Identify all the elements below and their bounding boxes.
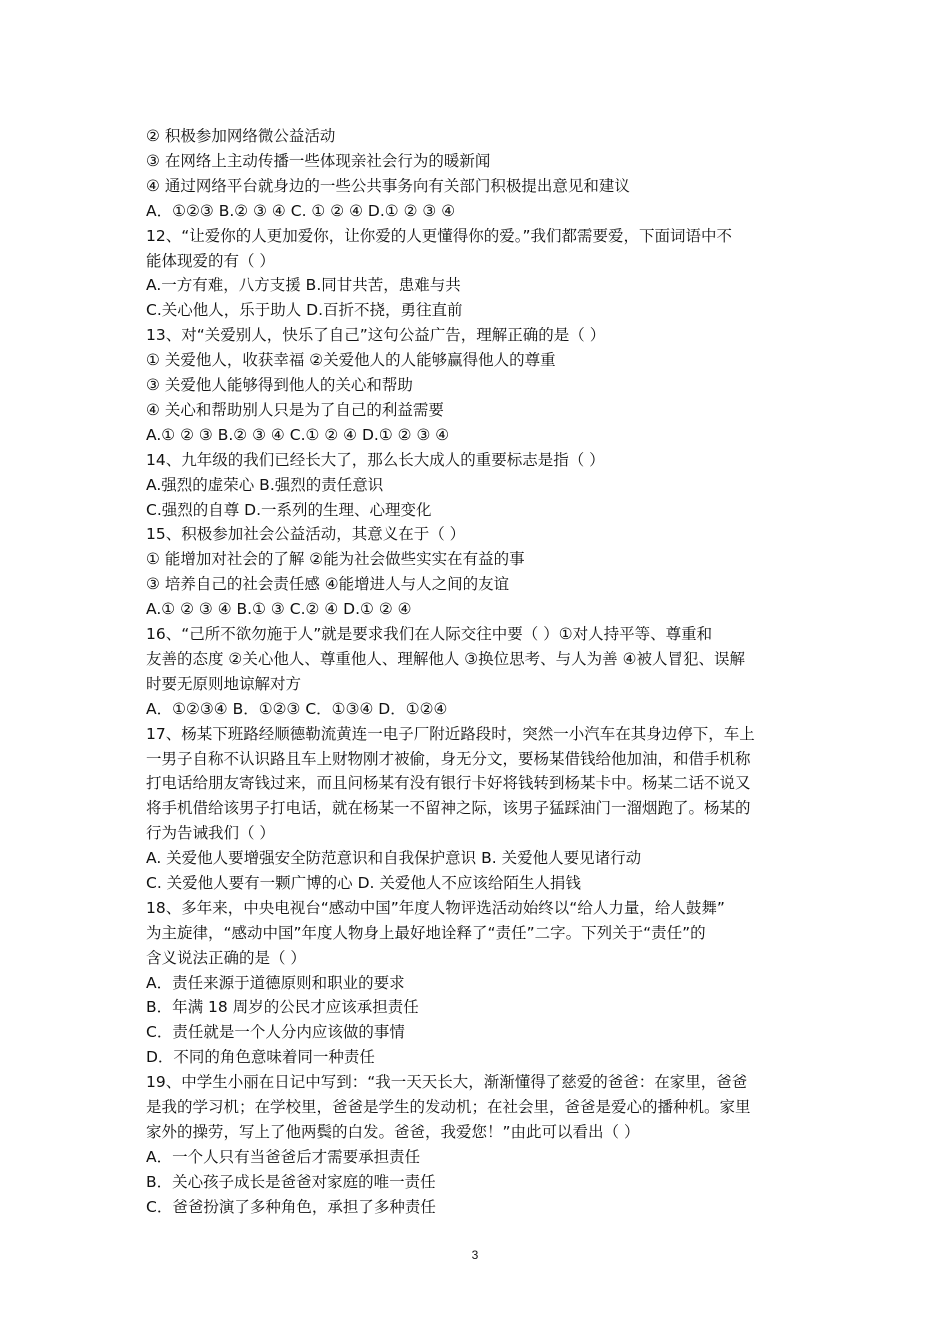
text-line: 家外的操劳，写上了他两鬓的白发。爸爸，我爱您！”由此可以看出（ ）: [146, 1123, 640, 1141]
text-line: A．一个人只有当爸爸后才需要承担责任: [146, 1148, 421, 1166]
text-line: C.强烈的自尊 D.一系列的生理、心理变化: [146, 501, 432, 519]
text-line: A．①②③ B.② ③ ④ C. ① ② ④ D.① ② ③ ④: [146, 202, 456, 220]
text-line: C.关心他人，乐于助人 D.百折不挠，勇往直前: [146, 301, 463, 319]
text-line: C. 关爱他人要有一颗广博的心 D. 关爱他人不应该给陌生人捐钱: [146, 874, 581, 892]
text-line: 将手机借给该男子打电话，就在杨某一不留神之际，该男子猛踩油门一溜烟跑了。杨某的: [146, 799, 751, 817]
question-17-text: 17、杨某下班路经顺德勒流黄连一电子厂附近路段时，突然一小汽车在其身边停下，车上: [146, 725, 755, 743]
text-line: C．爸爸扮演了多种角色，承担了多种责任: [146, 1198, 436, 1216]
text-line: ① 关爱他人，收获幸福 ②关爱他人的人能够赢得他人的尊重: [146, 351, 556, 369]
text-line: A．①②③④ B．①②③ C．①③④ D．①②④: [146, 700, 448, 718]
text-line: B．关心孩子成长是爸爸对家庭的唯一责任: [146, 1173, 436, 1191]
text-line: D．不同的角色意味着同一种责任: [146, 1048, 375, 1066]
text-line: 时要无原则地谅解对方: [146, 675, 302, 693]
text-line: 友善的态度 ②关心他人、尊重他人、理解他人 ③换位思考、与人为善 ④被人冒犯、误解: [146, 650, 745, 668]
text-line: 是我的学习机；在学校里，爸爸是学生的发动机；在社会里，爸爸是爱心的播种机。家里: [146, 1098, 751, 1116]
question-18-text: 18、多年来，中央电视台“感动中国”年度人物评选活动始终以“给人力量，给人鼓舞”: [146, 899, 725, 917]
text-line: A. 关爱他人要增强安全防范意识和自我保护意识 B. 关爱他人要见诸行动: [146, 849, 642, 867]
text-line: 一男子自称不认识路且车上财物刚才被偷，身无分文，要杨某借钱给他加油，和借手机称: [146, 750, 751, 768]
text-line: A.① ② ③ B.② ③ ④ C.① ② ④ D.① ② ③ ④: [146, 426, 450, 444]
question-19-text: 19、中学生小丽在日记中写到：“我一天天长大，渐渐懂得了慈爱的爸爸：在家里，爸爸: [146, 1073, 748, 1091]
text-line: C．责任就是一个人分内应该做的事情: [146, 1023, 405, 1041]
text-line: ④ 关心和帮助别人只是为了自己的利益需要: [146, 401, 444, 419]
question-15-text: 15、积极参加社会公益活动，其意义在于（ ）: [146, 525, 466, 543]
text-line: 为主旋律，“感动中国”年度人物身上最好地诠释了“责任”二字。下列关于“责任”的: [146, 924, 706, 942]
text-line: 行为告诫我们（ ）: [146, 824, 275, 842]
text-line: A．责任来源于道德原则和职业的要求: [146, 974, 405, 992]
text-line: ② 积极参加网络微公益活动: [146, 127, 336, 145]
text-line: A.一方有难，八方支援 B.同甘共苦，患难与共: [146, 276, 461, 294]
question-12-text: 12、“让爱你的人更加爱你，让你爱的人更懂得你的爱。”我们都需要爱，下面词语中不: [146, 227, 733, 245]
text-line: ④ 通过网络平台就身边的一些公共事务向有关部门积极提出意见和建议: [146, 177, 630, 195]
text-line: ① 能增加对社会的了解 ②能为社会做些实实在有益的事: [146, 550, 525, 568]
text-line: A.① ② ③ ④ B.① ③ C.② ④ D.① ② ④: [146, 600, 412, 618]
question-16-text: 16、“己所不欲勿施于人”就是要求我们在人际交往中要（ ）①对人持平等、尊重和: [146, 625, 713, 643]
question-13-text: 13、对“关爱别人，快乐了自己”这句公益广告，理解正确的是（ ）: [146, 326, 606, 344]
text-line: A.强烈的虚荣心 B.强烈的责任意识: [146, 476, 384, 494]
text-line: 打电话给朋友寄钱过来，而且问杨某有没有银行卡好将钱转到杨某卡中。杨某二话不说又: [146, 774, 751, 792]
page-number: 3: [471, 1248, 479, 1262]
question-14-text: 14、九年级的我们已经长大了，那么长大成人的重要标志是指（ ）: [146, 451, 605, 469]
text-line: 含义说法正确的是（ ）: [146, 949, 306, 967]
text-line: 能体现爱的有（ ）: [146, 252, 275, 270]
text-line: ③ 培养自己的社会责任感 ④能增进人与人之间的友谊: [146, 575, 510, 593]
text-line: B．年满 18 周岁的公民才应该承担责任: [146, 998, 419, 1016]
text-line: ③ 关爱他人能够得到他人的关心和帮助: [146, 376, 413, 394]
text-line: ③ 在网络上主动传播一些体现亲社会行为的暖新闻: [146, 152, 491, 170]
